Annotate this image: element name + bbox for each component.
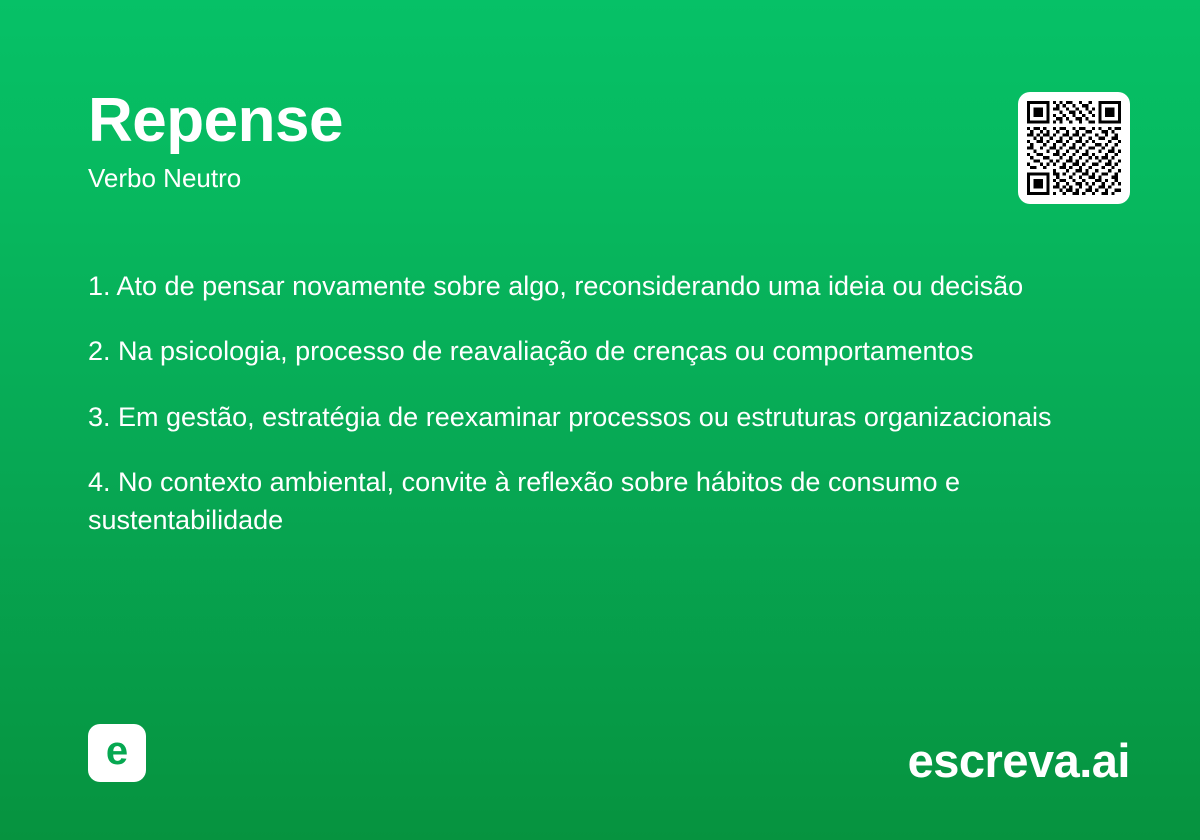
list-item: 1. Ato de pensar novamente sobre algo, reconsiderando uma ideia ou decisão [88,271,1024,301]
list-item: 4. No contexto ambiental, convite à reflexão sobre hábitos de consumo e sustentabilidade [88,466,961,536]
logo-letter: e [105,729,129,773]
definition-list [88,240,1090,566]
qr-code-svg [1027,101,1121,195]
word-class-label: Verbo Neutro [88,163,242,194]
list-item: 2. Na psicologia, processo de reavaliação de crenças ou comportamentos [88,336,974,367]
qr-code-icon[interactable] [1018,92,1130,204]
escreva-logo-icon [88,724,146,782]
page-title: Repense [88,86,343,155]
card-content [88,0,1130,840]
list-item: 3. Em gestão, estratégia de reexaminar processos ou estruturas organizacionais [88,401,1052,432]
word-header [88,88,343,194]
brand-wordmark: escreva.ai [907,734,1130,787]
